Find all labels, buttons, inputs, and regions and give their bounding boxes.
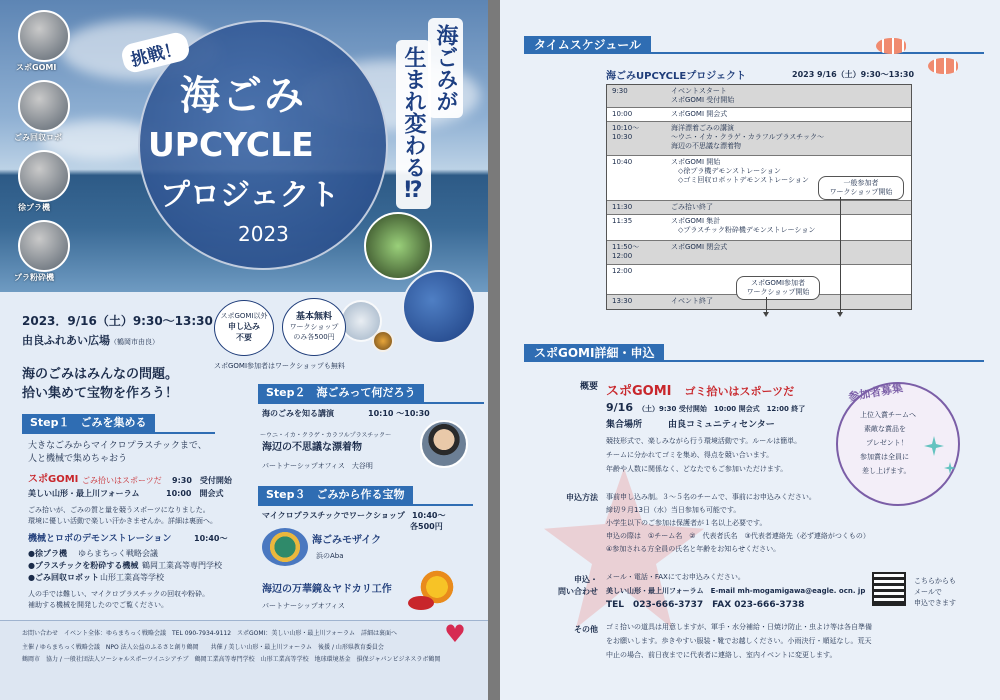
overview-date: 9/16 xyxy=(606,401,633,414)
qr-code[interactable] xyxy=(872,572,906,606)
schedule-row xyxy=(607,85,911,108)
schedule-event: 海洋漂着ごみの講演 ～ウニ・イカ・クラゲ・カラフルプラスチック～ 海辺の不思議な漂着物 xyxy=(671,124,824,150)
apply-line-3: 小学生以下のご参加は保護者が１名以上必要です。 xyxy=(606,519,767,527)
schedule-event: イベントスタート スポGOMI 受付開始 xyxy=(671,87,735,104)
venue-note: （鶴岡市由良） xyxy=(110,338,159,346)
contact-line-3: TEL 023-666-3737 FAX 023-666-3738 xyxy=(606,600,805,610)
pill2-line2: ワークショップ xyxy=(289,323,339,331)
machine-note-1: 人の手では難しい、マイクロプラスチックの回収や粉砕。 xyxy=(28,590,210,598)
step1-desc-2: 人と機械で集めちゃおう xyxy=(28,454,128,464)
flyer-back xyxy=(500,0,1000,700)
machine-1: ●徐プラ機 xyxy=(28,549,67,558)
schedule-time: 11:50～ 12:00 xyxy=(612,243,640,260)
qr-note-3: 申込できます xyxy=(914,599,956,607)
lecture-title: 海辺の不思議な漂着物 xyxy=(262,442,362,453)
schedule-time: 10:00 xyxy=(612,110,633,118)
badge-line-4: 参加賞は全員に xyxy=(860,453,909,461)
machine-2-org: 鶴岡工業高等専門学校 xyxy=(142,561,222,570)
turtle-mosaic-image xyxy=(262,528,308,566)
challenge-badge: 挑戦！ xyxy=(119,30,191,74)
demo-heading: 機械とロボのデモンストレーション xyxy=(28,534,172,544)
speaker-photo xyxy=(420,420,468,468)
step1-note-1: ごみ拾いが、ごみの質と量を競うスポーツになりました。 xyxy=(28,506,210,514)
thumb-label-1: スポGOMI xyxy=(16,63,57,72)
overview-title-main: スポGOMI xyxy=(606,384,672,399)
kaleido-by: パートナーシップオフィス xyxy=(262,602,345,610)
schedule-row xyxy=(607,201,911,215)
callout-general: 一般参加者 ワークショップ開始 xyxy=(818,176,904,200)
recruit-badge-title: 参加者募集 xyxy=(847,381,904,404)
contact-line-1: メール・電話・FAXにてお申込みください。 xyxy=(606,573,745,581)
robot-photo xyxy=(18,80,70,132)
schedule-heading: タイムスケジュール xyxy=(524,36,651,54)
step1-note-2: 環境に優しい活動で楽しい汗かきませんか。詳細は裏面へ。 xyxy=(28,517,217,525)
free-badge xyxy=(282,298,346,356)
schedule-event: スポGOMI 開始 ◇徐プラ機デモンストレーション ◇ゴミ回収ロボットデモンストレーション xyxy=(671,158,809,184)
badge-line-1: 上位入賞チームへ xyxy=(860,411,916,419)
machine-3: ●ごみ回収ロボット xyxy=(28,573,99,582)
crusher-photo xyxy=(18,220,70,272)
pill1-line2: 申し込み xyxy=(228,322,260,331)
machine-photo xyxy=(18,150,70,202)
lecture-label: 海のごみを知る講演 xyxy=(262,409,334,418)
hero-photo xyxy=(0,0,488,292)
machine-3-org: 山形工業高等学校 xyxy=(100,573,164,582)
other-line-2: をお願いします。歩きやすい服装・靴でお越しください。小雨決行・順延なし。荒天 xyxy=(606,637,872,645)
schedule-event: ごみ拾い終了 xyxy=(671,203,713,211)
schedule-event: イベント終了 xyxy=(671,297,713,305)
lecture-subtitle: ～ウニ・イカ・クラゲ・カラフルプラスチック～ xyxy=(260,432,392,439)
footer-line-1: お問い合わせ イベント全体：ゆらまちっく戦略会議 TEL 090-7934-9112 スポGOMI：美しい山形・最上川フォーラム 詳細は裏面へ xyxy=(22,630,397,637)
mosaic-by: 浜のAba xyxy=(316,552,344,560)
overview-desc-2: チームに分かれてゴミを集め、得点を競い合います。 xyxy=(606,451,774,459)
workshop-time: 10:40～ xyxy=(412,511,446,520)
contact-line-2[interactable]: 美しい山形・最上川フォーラム E-mail mh-mogamigawa@eagle. ocn. jp xyxy=(606,587,866,595)
schedule-time: 12:00 xyxy=(612,267,633,275)
pill2-line1: 基本無料 xyxy=(295,312,332,322)
apply-line-4: 申込の際は ①チーム名 ② 代表者氏名 ③代表者連絡先（必ず連絡がつくもの） xyxy=(606,532,870,540)
contact-label-2: 問い合わせ xyxy=(558,587,598,596)
place-label: 集合場所 xyxy=(606,420,643,430)
machine-note-2: 補助する機械を開発したのでご覧ください。 xyxy=(28,601,168,609)
kaleidoscope-bubble xyxy=(402,270,476,344)
schedule-event: スポGOMI 集計 ◇プラスチック粉砕機デモンストレーション xyxy=(671,217,816,234)
event-date: 2023．9/16（土）9:30～13:30 xyxy=(22,314,213,328)
step1-spogomi: スポGOMI xyxy=(28,474,79,485)
demo-time: 10:40～ xyxy=(194,534,228,543)
apply-line-1: 事前申し込み制。３～５名のチームで、事前にお申込みください。 xyxy=(606,493,816,501)
schedule-time: 10:40 xyxy=(612,158,633,166)
overview-desc-3: 年齢や人数に関係なく、どなたでもご参加いただけます。 xyxy=(606,465,788,473)
no-registration-badge xyxy=(214,300,274,356)
overview-label: 概要 xyxy=(579,382,598,392)
schedule-event: スポGOMI 閉会式 xyxy=(671,243,728,251)
step1-heading: Step１ ごみを集める xyxy=(22,414,155,432)
schedule-time: 13:30 xyxy=(612,297,633,305)
schedule-time: 11:30 xyxy=(612,203,633,211)
step1-spogomi-sub: ごみ拾いはスポーツだ xyxy=(82,476,162,485)
workshop-price: 各500円 xyxy=(410,522,443,531)
pill1-line3: 不要 xyxy=(236,333,252,342)
schedule-date: 2023 9/16（土）9:30～13:30 xyxy=(792,70,915,79)
arrow-head-icon xyxy=(763,312,769,317)
place-value: 由良コミュニティセンター xyxy=(668,420,775,430)
schedule-time: 11:35 xyxy=(612,217,633,225)
lecture-speaker: パートナーシップオフィス 大谷明 xyxy=(262,462,373,470)
step2-heading: Step２ 海ごみって何だろう xyxy=(258,384,424,402)
kaleido-title: 海辺の万華鏡＆ヤドカリ工作 xyxy=(262,584,392,595)
step1-desc-1: 大きなごみからマイクロプラスチックまで、 xyxy=(28,441,207,451)
schedule-project: 海ごみUPCYCLEプロジェクト xyxy=(606,71,747,82)
title-year: 2023 xyxy=(238,222,289,246)
lead-line-2: 拾い集めて宝物を作ろう！ xyxy=(22,386,179,401)
workshop-label: マイクロプラスチックでワークショップ xyxy=(262,511,405,520)
badge-line-5: 差し上げます。 xyxy=(862,467,911,475)
schedule-time: 10:10～ 10:30 xyxy=(612,124,640,141)
hermit-crab-image xyxy=(408,596,434,610)
apply-label: 申込方法 xyxy=(566,493,598,502)
overview-desc-1: 競技形式で、楽しみながら行う環境活動です。ルールは簡単。 xyxy=(606,437,802,445)
other-label: その他 xyxy=(574,625,598,634)
arrow-line-spogomi xyxy=(766,297,767,313)
badge-line-2: 素敵な賞品を xyxy=(864,425,906,433)
thumb-label-4: プラ粉砕機 xyxy=(14,273,54,282)
spogomi-photo xyxy=(18,10,70,62)
heart-logo-icon: ♥ xyxy=(444,620,466,648)
lead-line-1: 海のごみはみんなの問題。 xyxy=(22,367,179,382)
lecture-time: 10:10 ～10:30 xyxy=(368,409,430,418)
pill-note: スポGOMI参加者はワークショップも無料 xyxy=(214,362,345,370)
flyer-front xyxy=(0,0,488,700)
footer-line-2: 主催 / ゆらまちっく戦略会議 NPO 法人公益のふるさと創り鶴岡 共催 / 美しい山形・最上川フォーラム 後援 / 山形県教育委員会 xyxy=(22,644,384,651)
other-line-3: 中止の場合、前日夜までに代表者に連絡し、室内イベントに変更します。 xyxy=(606,651,837,659)
pill1-line1: スポGOMI以外 xyxy=(220,312,268,320)
title-line-2: UPCYCLE xyxy=(148,125,314,164)
qr-note-2: メールで xyxy=(914,588,942,596)
step1-time-2: 10:00 開会式 xyxy=(166,489,224,498)
other-line-1: ゴミ拾いの道具は用意しますが、軍手・水分補給・日焼け防止・虫よけ等は各自準備 xyxy=(606,623,872,631)
catch-vertical-1: 海ごみが xyxy=(428,18,463,118)
overview-subtitle: ゴミ拾いはスポーツだ xyxy=(684,385,795,398)
detail-heading: スポGOMI詳細・申込 xyxy=(524,344,664,362)
schedule-row xyxy=(607,215,911,241)
venue-name: 由良ふれあい広場 xyxy=(22,334,110,347)
fish-icon xyxy=(928,58,958,74)
small-bubble xyxy=(372,330,394,352)
qr-note-1: こちらからも xyxy=(914,577,956,585)
detail-rule xyxy=(524,360,984,362)
step3-heading: Step３ ごみから作る宝物 xyxy=(258,486,413,504)
bottle-photo xyxy=(364,212,432,280)
schedule-row xyxy=(607,241,911,265)
overview-title xyxy=(606,380,794,399)
catch-vertical-2: 生まれ変わる⁉ xyxy=(396,40,431,209)
schedule-row xyxy=(607,122,911,156)
thumb-label-2: ごみ回収ロボ xyxy=(14,133,62,142)
badge-line-3: プレゼント！ xyxy=(866,439,908,447)
contact-label-1: 申込・ xyxy=(574,575,598,584)
apply-line-2: 締切９月13日（水）当日参加も可能です。 xyxy=(606,506,741,514)
schedule-rule xyxy=(524,52,984,54)
footer-line-3: 鶴岡市 協力 / 一般社団法人ソーシャルスポーツイニシアチブ 鶴岡工業高等専門学校 山形工業高等学校 地球環境基金 損保ジャパンビジネスラボ鶴岡 xyxy=(22,656,441,663)
callout-spogomi: スポGOMI参加者 ワークショップ開始 xyxy=(736,276,820,300)
schedule-row xyxy=(607,108,911,122)
lead-text xyxy=(22,365,178,403)
schedule-event: スポGOMI 開会式 xyxy=(671,110,728,118)
schedule-time: 9:30 xyxy=(612,87,628,95)
thumb-label-3: 徐プラ機 xyxy=(18,203,50,212)
step1-time-1: 9:30 受付開始 xyxy=(172,476,232,485)
step1-org: 美しい山形・最上川フォーラム xyxy=(28,489,140,498)
title-line-3: プロジェクト xyxy=(160,178,340,213)
arrow-head-icon xyxy=(837,312,843,317)
fish-icon xyxy=(876,38,906,54)
mosaic-title: 海ごみモザイク xyxy=(312,535,382,546)
event-venue xyxy=(22,332,159,348)
machine-2: ●プラスチックを粉砕する機械 xyxy=(28,561,139,570)
apply-line-5: ④参加される方全員の氏名と年齢をお知らせください。 xyxy=(606,545,781,553)
arrow-line-general xyxy=(840,197,841,313)
pill2-line3: のみ各500円 xyxy=(293,333,335,341)
machine-1-org: ゆらまちっく戦略会議 xyxy=(78,549,158,558)
overview-date-rest: （土）9:30 受付開始 10:00 開会式 12:00 終了 xyxy=(638,405,806,413)
title-line-1: 海ごみ xyxy=(180,73,306,119)
